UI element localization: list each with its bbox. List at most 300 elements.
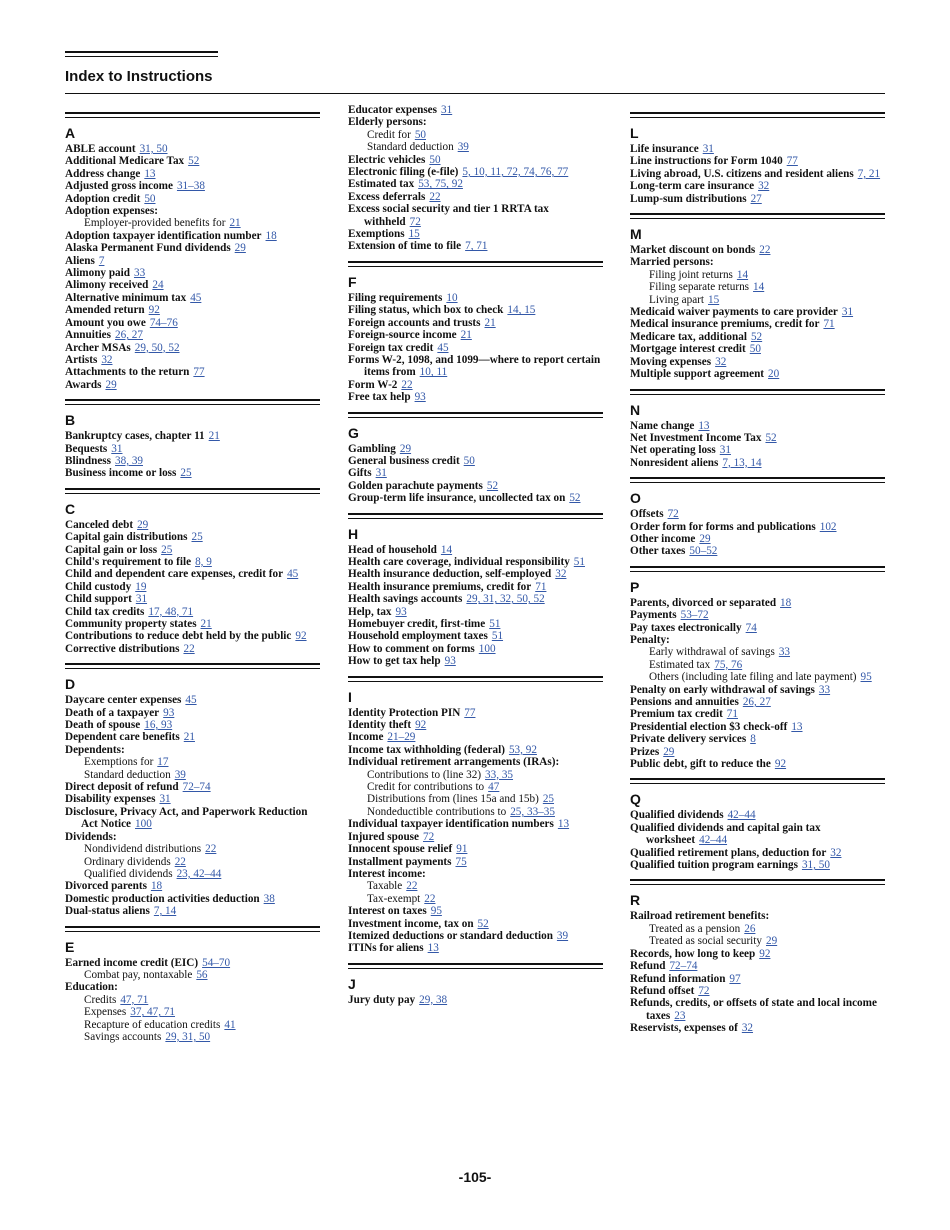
page-ref-link[interactable] [485, 317, 496, 329]
page-ref-text[interactable]: 47, 71 [120, 993, 149, 1006]
page-ref-link[interactable] [101, 354, 112, 366]
page-ref-link[interactable] [144, 719, 172, 731]
page-ref-link[interactable] [487, 480, 498, 492]
page-ref-link[interactable] [152, 279, 163, 291]
page-ref-text[interactable]: 25 [542, 793, 555, 806]
page-ref-text[interactable]: 74 [745, 621, 757, 634]
page-ref-text[interactable]: 31 [135, 593, 148, 606]
page-ref-text[interactable]: 7, 21 [857, 167, 881, 180]
page-ref-link[interactable] [668, 508, 679, 520]
page-ref-link[interactable] [698, 420, 709, 432]
page-ref-text[interactable]: 39 [556, 929, 569, 942]
page-ref-link[interactable] [464, 707, 475, 719]
page-ref-text[interactable]: 47 [488, 781, 500, 794]
page-ref-text[interactable]: 92 [295, 630, 307, 643]
page-ref-link[interactable] [663, 746, 674, 758]
page-ref-text[interactable]: 15 [408, 228, 420, 241]
page-ref-link[interactable] [720, 444, 731, 456]
page-ref-link[interactable] [441, 104, 452, 116]
page-ref-text[interactable]: 95 [430, 905, 442, 918]
page-ref-text[interactable]: 52 [477, 917, 489, 930]
page-ref-link[interactable] [387, 731, 415, 743]
page-ref-text[interactable]: 51 [489, 618, 501, 630]
page-ref-text[interactable]: 31 [159, 793, 171, 806]
page-ref-link[interactable] [190, 292, 201, 304]
page-ref-text[interactable]: 92 [774, 758, 787, 771]
page-ref-text[interactable]: 19 [135, 580, 147, 593]
page-ref-text[interactable]: 10, 11 [419, 366, 448, 379]
page-ref-link[interactable] [753, 281, 764, 293]
page-ref-text[interactable]: 32 [715, 355, 727, 368]
page-ref-link[interactable] [715, 356, 726, 368]
page-ref-link[interactable] [136, 593, 147, 605]
page-ref-link[interactable] [409, 228, 420, 240]
page-ref-link[interactable] [765, 432, 776, 444]
page-ref-text[interactable]: 13 [791, 720, 803, 733]
page-ref-link[interactable] [415, 719, 426, 731]
page-ref-link[interactable] [135, 342, 180, 354]
page-ref-text[interactable]: 29 [699, 532, 711, 545]
page-ref-link[interactable] [558, 818, 569, 830]
page-ref-text[interactable]: 32 [758, 180, 770, 193]
page-ref-link[interactable] [105, 379, 116, 391]
page-ref-text[interactable]: 52 [765, 431, 777, 444]
page-ref-text[interactable]: 25, 33–35 [510, 805, 555, 818]
page-ref-text[interactable]: 45 [437, 341, 449, 354]
page-ref-link[interactable] [180, 467, 191, 479]
page-ref-text[interactable]: 22 [174, 855, 186, 868]
page-ref-link[interactable] [820, 521, 837, 533]
page-ref-link[interactable] [464, 455, 475, 467]
page-ref-link[interactable] [401, 379, 412, 391]
page-ref-link[interactable] [458, 141, 469, 153]
page-ref-link[interactable] [144, 193, 155, 205]
page-ref-link[interactable] [415, 391, 426, 403]
page-ref-link[interactable] [759, 948, 770, 960]
page-ref-link[interactable] [150, 317, 178, 329]
page-ref-text[interactable]: 39 [457, 141, 469, 154]
page-ref-text[interactable]: 97 [729, 972, 741, 985]
page-ref-link[interactable] [418, 178, 463, 190]
page-ref-text[interactable]: 50 [414, 128, 426, 141]
page-ref-link[interactable] [135, 581, 146, 593]
page-ref-link[interactable] [144, 168, 155, 180]
page-ref-link[interactable] [489, 618, 500, 630]
page-ref-link[interactable] [115, 455, 143, 467]
page-ref-link[interactable] [140, 143, 168, 155]
page-ref-link[interactable] [445, 655, 456, 667]
page-ref-text[interactable]: 8 [750, 733, 756, 746]
page-ref-text[interactable]: 77 [464, 706, 476, 719]
page-ref-text[interactable]: 29, 31, 32, 50, 52 [466, 593, 545, 606]
page-ref-link[interactable] [410, 216, 421, 228]
page-ref-link[interactable] [669, 960, 697, 972]
page-ref-text[interactable]: 31 [702, 143, 714, 155]
page-ref-link[interactable] [264, 893, 275, 905]
page-ref-text[interactable]: 56 [196, 968, 208, 981]
page-ref-link[interactable] [842, 306, 853, 318]
page-ref-link[interactable] [861, 671, 872, 683]
page-ref-link[interactable] [708, 294, 719, 306]
page-ref-text[interactable]: 21 [484, 316, 496, 329]
page-ref-link[interactable] [858, 168, 880, 180]
page-ref-link[interactable] [823, 318, 834, 330]
page-ref-link[interactable] [485, 769, 513, 781]
page-ref-text[interactable]: 26, 27 [115, 329, 143, 342]
page-ref-text[interactable]: 29 [137, 518, 149, 531]
page-ref-link[interactable] [750, 733, 756, 745]
page-ref-text[interactable]: 38 [263, 892, 275, 905]
page-ref-text[interactable]: 13 [144, 167, 156, 180]
page-ref-link[interactable] [446, 292, 457, 304]
page-ref-link[interactable] [229, 217, 240, 229]
page-ref-text[interactable]: 31 [375, 467, 387, 480]
page-ref-link[interactable] [235, 242, 246, 254]
page-ref-text[interactable]: 22 [406, 880, 418, 893]
page-ref-text[interactable]: 18 [780, 596, 792, 609]
page-ref-text[interactable]: 92 [415, 719, 427, 732]
page-ref-text[interactable]: 29 [105, 378, 117, 391]
page-ref-link[interactable] [193, 366, 204, 378]
page-ref-text[interactable]: 52 [486, 479, 499, 492]
page-ref-text[interactable]: 31, 50 [801, 859, 830, 872]
page-ref-text[interactable]: 72 [667, 508, 679, 521]
page-ref-link[interactable] [151, 880, 162, 892]
page-ref-link[interactable] [185, 694, 196, 706]
page-ref-text[interactable]: 75 [455, 855, 467, 868]
page-ref-text[interactable]: 18 [265, 229, 277, 242]
page-ref-text[interactable]: 74–76 [149, 316, 178, 329]
page-ref-text[interactable]: 21 [200, 618, 212, 630]
page-ref-text[interactable]: 31–38 [176, 180, 205, 193]
page-ref-text[interactable]: 32 [555, 568, 567, 581]
page-ref-text[interactable]: 26, 27 [742, 696, 771, 708]
page-ref-text[interactable]: 23, 42–44 [176, 867, 222, 880]
page-ref-link[interactable] [461, 329, 472, 341]
page-ref-link[interactable] [699, 533, 710, 545]
page-ref-link[interactable] [183, 643, 194, 655]
page-ref-text[interactable]: 14 [753, 281, 765, 294]
page-ref-link[interactable] [184, 731, 195, 743]
page-ref-text[interactable]: 71 [823, 318, 835, 331]
page-ref-text[interactable]: 29 [663, 745, 675, 758]
page-ref-text[interactable]: 27 [750, 192, 762, 205]
page-ref-text[interactable]: 21–29 [387, 731, 416, 744]
page-ref-link[interactable] [201, 618, 212, 630]
page-ref-link[interactable] [400, 443, 411, 455]
page-ref-link[interactable] [456, 856, 467, 868]
page-ref-link[interactable] [161, 544, 172, 556]
page-ref-text[interactable]: 29 [399, 442, 412, 455]
page-ref-link[interactable] [744, 923, 755, 935]
page-ref-text[interactable]: 20 [768, 368, 780, 381]
page-ref-link[interactable] [149, 304, 160, 316]
page-ref-text[interactable]: 29 [234, 242, 246, 255]
page-ref-text[interactable]: 29, 31, 50 [165, 1030, 211, 1043]
page-ref-text[interactable]: 16, 93 [144, 719, 173, 732]
page-ref-text[interactable]: 53, 92 [508, 743, 537, 756]
page-ref-text[interactable]: 100 [135, 818, 152, 831]
page-ref-link[interactable] [727, 708, 738, 720]
page-ref-text[interactable]: 50–52 [689, 545, 718, 558]
page-ref-link[interactable] [714, 659, 742, 671]
page-ref-text[interactable]: 21 [460, 329, 472, 342]
page-ref-text[interactable]: 21 [183, 731, 195, 744]
page-ref-text[interactable]: 50 [144, 192, 156, 205]
page-ref-text[interactable]: 22 [429, 190, 441, 203]
page-ref-link[interactable] [674, 1010, 685, 1022]
page-ref-text[interactable]: 14, 15 [507, 304, 536, 317]
page-ref-link[interactable] [419, 994, 447, 1006]
page-ref-text[interactable]: 42–44 [699, 834, 728, 847]
page-ref-link[interactable] [456, 843, 467, 855]
page-ref-link[interactable] [428, 942, 439, 954]
page-ref-text[interactable]: 93 [414, 391, 426, 404]
page-ref-link[interactable] [287, 568, 298, 580]
page-ref-link[interactable] [195, 556, 212, 568]
page-ref-text[interactable]: 22 [424, 892, 436, 905]
page-ref-text[interactable]: 31 [111, 442, 123, 455]
page-ref-link[interactable] [535, 581, 546, 593]
page-ref-text[interactable]: 25 [180, 467, 192, 480]
page-ref-link[interactable] [165, 1031, 210, 1043]
page-ref-text[interactable]: 8, 9 [195, 555, 212, 568]
page-ref-link[interactable] [415, 129, 426, 141]
page-ref-link[interactable] [543, 793, 554, 805]
page-ref-link[interactable] [420, 366, 448, 378]
page-ref-text[interactable]: 52 [750, 330, 763, 343]
page-ref-link[interactable] [188, 155, 199, 167]
page-ref-text[interactable]: 50 [429, 153, 441, 166]
page-ref-link[interactable] [729, 973, 740, 985]
page-ref-text[interactable]: 72 [698, 984, 710, 997]
page-ref-link[interactable] [137, 519, 148, 531]
page-ref-link[interactable] [746, 622, 757, 634]
page-ref-link[interactable] [429, 154, 440, 166]
page-ref-link[interactable] [703, 143, 714, 155]
page-ref-link[interactable] [507, 304, 535, 316]
page-ref-link[interactable] [431, 905, 442, 917]
page-ref-text[interactable]: 72 [409, 215, 421, 228]
page-ref-text[interactable]: 33 [133, 267, 146, 280]
page-ref-text[interactable]: 13 [427, 942, 439, 955]
page-ref-text[interactable]: 51 [491, 630, 504, 643]
page-ref-text[interactable]: 33 [778, 646, 791, 659]
page-ref-link[interactable] [722, 457, 761, 469]
page-ref-link[interactable] [209, 430, 220, 442]
page-ref-text[interactable]: 17 [157, 756, 169, 769]
page-ref-text[interactable]: 25 [161, 543, 173, 556]
page-ref-text[interactable]: 7, 14 [153, 905, 177, 918]
page-ref-text[interactable]: 95 [860, 671, 872, 684]
page-ref-link[interactable] [751, 331, 762, 343]
page-ref-link[interactable] [423, 831, 434, 843]
page-ref-link[interactable] [768, 368, 779, 380]
page-ref-text[interactable]: 93 [163, 706, 175, 719]
page-ref-link[interactable] [775, 758, 786, 770]
page-ref-link[interactable] [135, 818, 152, 830]
page-ref-text[interactable]: 54–70 [202, 956, 231, 969]
page-ref-text[interactable]: 17, 48, 71 [148, 605, 194, 618]
page-ref-text[interactable]: 5, 10, 11, 72, 74, 76, 77 [462, 166, 569, 179]
page-ref-text[interactable]: 51 [573, 555, 585, 568]
page-ref-link[interactable] [488, 781, 499, 793]
page-ref-link[interactable] [557, 930, 568, 942]
page-ref-link[interactable] [492, 630, 503, 642]
page-ref-link[interactable] [466, 593, 544, 605]
page-ref-text[interactable]: 39 [174, 768, 186, 781]
page-ref-text[interactable]: 100 [478, 642, 496, 655]
page-ref-text[interactable]: 33 [818, 683, 831, 696]
page-ref-link[interactable] [266, 230, 277, 242]
page-ref-link[interactable] [148, 606, 193, 618]
page-ref-link[interactable] [99, 255, 105, 267]
page-ref-link[interactable] [224, 1019, 235, 1031]
page-ref-link[interactable] [441, 544, 452, 556]
page-ref-text[interactable]: 32 [830, 846, 842, 859]
page-ref-link[interactable] [758, 180, 769, 192]
page-ref-link[interactable] [780, 597, 791, 609]
page-ref-text[interactable]: 93 [444, 655, 456, 668]
page-ref-text[interactable]: 15 [708, 293, 720, 306]
page-ref-text[interactable]: 31, 50 [139, 143, 168, 155]
page-ref-text[interactable]: 77 [193, 366, 205, 379]
page-ref-link[interactable] [478, 918, 489, 930]
page-ref-link[interactable] [183, 781, 211, 793]
page-ref-text[interactable]: 37, 47, 71 [130, 1006, 176, 1019]
page-ref-link[interactable] [120, 994, 148, 1006]
page-ref-link[interactable] [555, 568, 566, 580]
page-ref-text[interactable]: 45 [185, 694, 197, 707]
page-ref-link[interactable] [130, 1006, 175, 1018]
page-ref-text[interactable]: 71 [535, 580, 547, 593]
page-ref-text[interactable]: 92 [759, 947, 771, 960]
page-ref-link[interactable] [569, 492, 580, 504]
page-ref-link[interactable] [396, 606, 407, 618]
page-ref-link[interactable] [510, 806, 555, 818]
page-ref-text[interactable]: 22 [401, 378, 413, 391]
page-ref-text[interactable]: 26 [744, 922, 756, 935]
page-ref-text[interactable]: 32 [741, 1022, 754, 1035]
page-ref-text[interactable]: 102 [819, 520, 837, 533]
page-ref-link[interactable] [819, 684, 830, 696]
page-ref-link[interactable] [191, 531, 202, 543]
page-ref-link[interactable] [177, 868, 222, 880]
page-ref-text[interactable]: 21 [229, 217, 241, 230]
page-ref-text[interactable]: 21 [208, 430, 220, 443]
page-ref-text[interactable]: 23 [674, 1009, 686, 1022]
page-ref-text[interactable]: 7, 13, 14 [722, 456, 762, 469]
page-ref-text[interactable]: 14 [440, 543, 453, 556]
page-ref-link[interactable] [196, 969, 207, 981]
page-ref-text[interactable]: 42–44 [727, 809, 756, 822]
page-ref-link[interactable] [205, 843, 216, 855]
page-ref-link[interactable] [750, 343, 761, 355]
page-ref-link[interactable] [134, 267, 145, 279]
page-ref-text[interactable]: 71 [726, 708, 738, 721]
page-ref-text[interactable]: 50 [749, 343, 761, 356]
page-ref-link[interactable] [791, 721, 802, 733]
page-ref-link[interactable] [154, 905, 176, 917]
page-ref-text[interactable]: 32 [101, 353, 113, 366]
page-ref-link[interactable] [159, 793, 170, 805]
page-ref-link[interactable] [163, 707, 174, 719]
page-ref-link[interactable] [177, 180, 205, 192]
page-ref-link[interactable] [742, 1022, 753, 1034]
page-ref-link[interactable] [759, 244, 770, 256]
page-ref-text[interactable]: 25 [191, 531, 203, 544]
page-ref-text[interactable]: 29, 50, 52 [134, 341, 180, 354]
page-ref-text[interactable]: 7, 71 [465, 240, 488, 253]
page-ref-text[interactable]: 45 [190, 291, 202, 304]
page-ref-link[interactable] [698, 985, 709, 997]
page-ref-text[interactable]: 52 [569, 492, 581, 505]
page-ref-link[interactable] [689, 545, 717, 557]
page-ref-text[interactable]: 29, 38 [419, 993, 448, 1006]
page-ref-link[interactable] [175, 856, 186, 868]
page-ref-link[interactable] [787, 155, 798, 167]
page-ref-text[interactable]: 31 [441, 104, 453, 116]
page-ref-link[interactable] [295, 630, 306, 642]
page-ref-link[interactable] [802, 859, 830, 871]
page-ref-text[interactable]: 53, 75, 92 [418, 178, 463, 191]
page-ref-text[interactable]: 75, 76 [714, 658, 743, 671]
page-ref-text[interactable]: 24 [152, 279, 164, 292]
page-ref-link[interactable] [157, 756, 168, 768]
page-ref-link[interactable] [111, 443, 122, 455]
page-ref-text[interactable]: 33, 35 [485, 768, 514, 781]
page-ref-text[interactable]: 92 [148, 304, 160, 317]
page-ref-text[interactable]: 72–74 [669, 960, 698, 973]
page-ref-text[interactable]: 22 [759, 244, 771, 257]
page-ref-text[interactable]: 52 [188, 155, 200, 168]
page-ref-text[interactable]: 53–72 [680, 609, 709, 622]
page-ref-link[interactable] [424, 893, 435, 905]
page-ref-text[interactable]: 10 [446, 291, 458, 304]
page-ref-text[interactable]: 45 [287, 568, 299, 581]
page-ref-link[interactable] [574, 556, 585, 568]
page-ref-text[interactable]: 14 [736, 268, 749, 281]
page-ref-link[interactable] [465, 240, 487, 252]
page-ref-link[interactable] [437, 342, 448, 354]
page-ref-text[interactable]: 18 [150, 880, 163, 893]
page-ref-text[interactable]: 31 [719, 444, 731, 457]
page-ref-text[interactable]: 31 [841, 306, 854, 319]
page-ref-text[interactable]: 72 [422, 830, 435, 843]
page-ref-link[interactable] [743, 696, 771, 708]
page-ref-text[interactable]: 22 [183, 642, 195, 655]
page-ref-link[interactable] [429, 191, 440, 203]
page-ref-link[interactable] [115, 329, 143, 341]
page-ref-link[interactable] [462, 166, 568, 178]
page-ref-text[interactable]: 41 [224, 1018, 236, 1031]
page-ref-link[interactable] [509, 744, 537, 756]
page-ref-text[interactable]: 22 [205, 843, 217, 856]
page-ref-link[interactable] [479, 643, 496, 655]
page-ref-text[interactable]: 93 [395, 605, 407, 618]
page-ref-link[interactable] [681, 609, 709, 621]
page-ref-link[interactable] [779, 646, 790, 658]
page-ref-text[interactable]: 13 [557, 818, 570, 831]
page-ref-text[interactable]: 7 [98, 254, 105, 267]
page-ref-link[interactable] [766, 935, 777, 947]
page-ref-link[interactable] [406, 880, 417, 892]
page-ref-text[interactable]: 91 [456, 843, 468, 856]
page-ref-link[interactable] [376, 467, 387, 479]
page-ref-link[interactable] [699, 834, 727, 846]
page-ref-link[interactable] [175, 769, 186, 781]
page-ref-text[interactable]: 13 [698, 419, 710, 432]
